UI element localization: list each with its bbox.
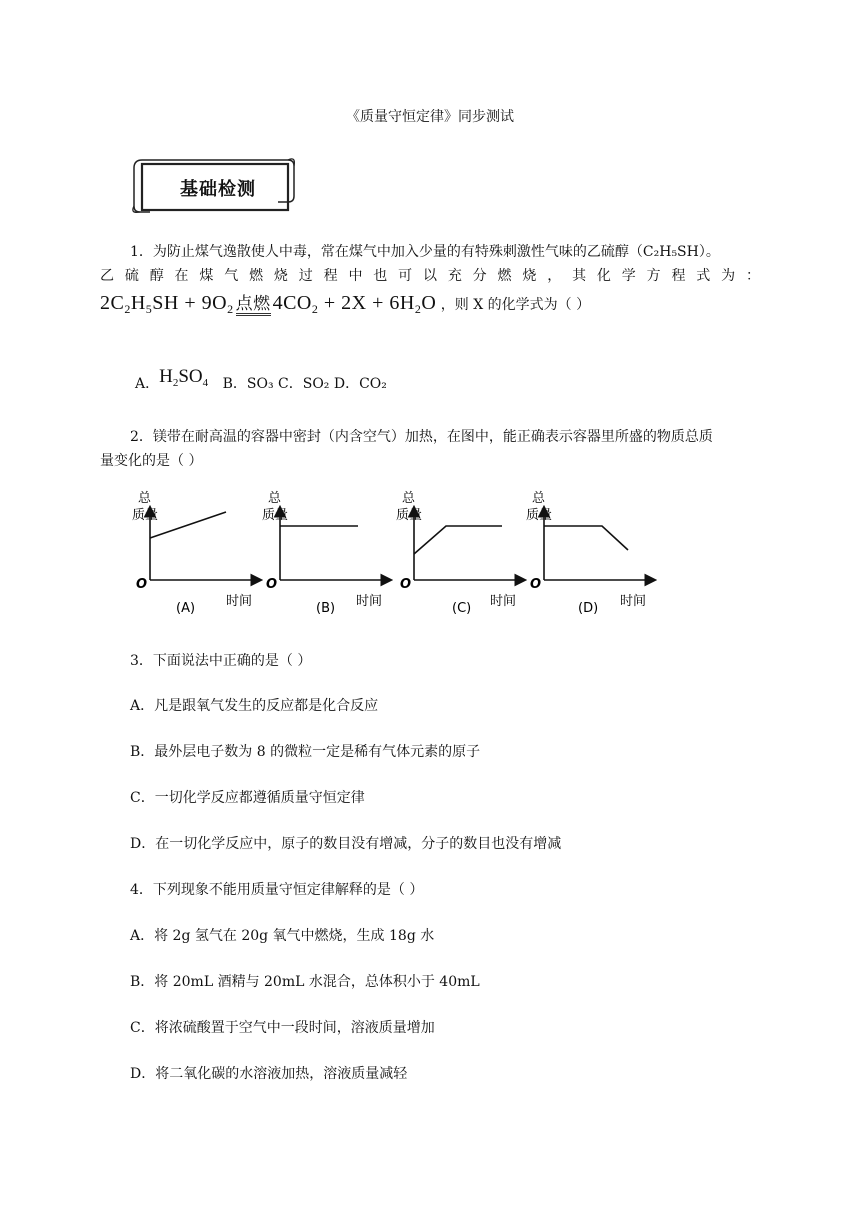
- chart-b-svg: [258, 488, 398, 618]
- chart-c-xlabel: 时间: [490, 594, 517, 609]
- chart-c-ylabel-1: 总: [402, 491, 416, 506]
- q3-option-a: A．凡是跟氧气发生的反应都是化合反应: [130, 698, 379, 714]
- q4-stem: 4．下列现象不能用质量守恒定律解释的是（ ）: [130, 882, 424, 898]
- q3-option-d: D．在一切化学反应中，原子的数目没有增减，分子的数目也没有增减: [130, 836, 562, 852]
- chart-d-caption: (D): [578, 601, 599, 616]
- q4-option-c: C．将浓硫酸置于空气中一段时间，溶液质量增加: [130, 1020, 435, 1036]
- chart-b-origin: O: [266, 577, 278, 592]
- chart-a-origin: O: [136, 577, 148, 592]
- chart-d-svg: [522, 488, 662, 618]
- chart-b-xlabel: 时间: [356, 594, 383, 609]
- q4-option-a: A．将 2g 氢气在 20g 氧气中燃烧，生成 18g 水: [130, 928, 435, 944]
- document-title: 《质量守恒定律》同步测试: [346, 109, 514, 125]
- chart-c-ylabel-2: 质量: [396, 508, 423, 523]
- option-a-formula: $H_2SO_4$: [159, 366, 209, 389]
- chart-c-series-line: [414, 526, 502, 554]
- chart-b-ylabel-1: 总: [268, 491, 282, 506]
- banner-label: 基础检测: [180, 179, 256, 200]
- q2-line2: 量变化的是（ ）: [100, 453, 203, 469]
- chart-a-ylabel-2: 质量: [132, 508, 159, 523]
- q2-line1: 2．镁带在耐高温的容器中密封（内含空气）加热，在图中，能正确表示容器里所盛的物质总质: [130, 429, 713, 445]
- chart-d-ylabel-2: 质量: [526, 508, 553, 523]
- options-b-c-d: B．SO₃ C．SO₂ D．CO₂: [222, 376, 387, 392]
- q1-line2: 乙 硫 醇 在 煤 气 燃 烧 过 程 中 也 可 以 充 分 燃 烧 ， 其 化 学 方 程 式 为 ：: [100, 268, 760, 284]
- q4-option-b: B．将 20mL 酒精与 20mL 水混合，总体积小于 40mL: [130, 974, 480, 990]
- q1-tail: ，则 X 的化学式为（ ）: [440, 297, 591, 313]
- chart-b: [258, 488, 398, 622]
- chart-a: [128, 488, 268, 622]
- chart-a-caption: (A): [176, 601, 196, 616]
- chart-b-caption: (B): [316, 601, 336, 616]
- chart-d-series-line: [544, 526, 628, 550]
- chart-d-ylabel-1: 总: [532, 491, 546, 506]
- reaction-condition: 点燃: [235, 294, 271, 314]
- q1-line1: 1．为防止煤气逸散使人中毒，常在煤气中加入少量的有特殊刺激性气味的乙硫醇（C₂H₅SH）。: [130, 244, 720, 260]
- chart-a-svg: [128, 488, 268, 618]
- chart-d-origin: O: [530, 577, 542, 592]
- chart-c-svg: [392, 488, 532, 618]
- q3-stem: 3．下面说法中正确的是（ ）: [130, 653, 312, 669]
- chart-a-ylabel-1: 总: [138, 491, 152, 506]
- chart-c: [392, 488, 532, 622]
- chemical-equation: $2C_2H_5SH + 9O_2$ 点燃 $4CO_2 + 2X + 6H_2O$: [100, 292, 437, 316]
- chart-d-xlabel: 时间: [620, 594, 647, 609]
- chart-c-origin: O: [400, 577, 412, 592]
- chart-c-caption: (C): [452, 601, 472, 616]
- q1-equation-line: [100, 292, 590, 317]
- q3-option-b: B．最外层电子数为 8 的微粒一定是稀有气体元素的原子: [130, 744, 481, 760]
- q4-option-d: D．将二氧化碳的水溶液加热，溶液质量减轻: [130, 1066, 408, 1082]
- chart-a-xlabel: 时间: [226, 594, 253, 609]
- option-a-label: A．: [135, 376, 160, 392]
- section-banner: [128, 152, 298, 218]
- q3-option-c: C．一切化学反应都遵循质量守恒定律: [130, 790, 365, 806]
- chart-b-ylabel-2: 质量: [262, 508, 289, 523]
- chart-a-series-line: [150, 512, 226, 538]
- chart-d: [522, 488, 662, 622]
- q1-options: [135, 366, 387, 395]
